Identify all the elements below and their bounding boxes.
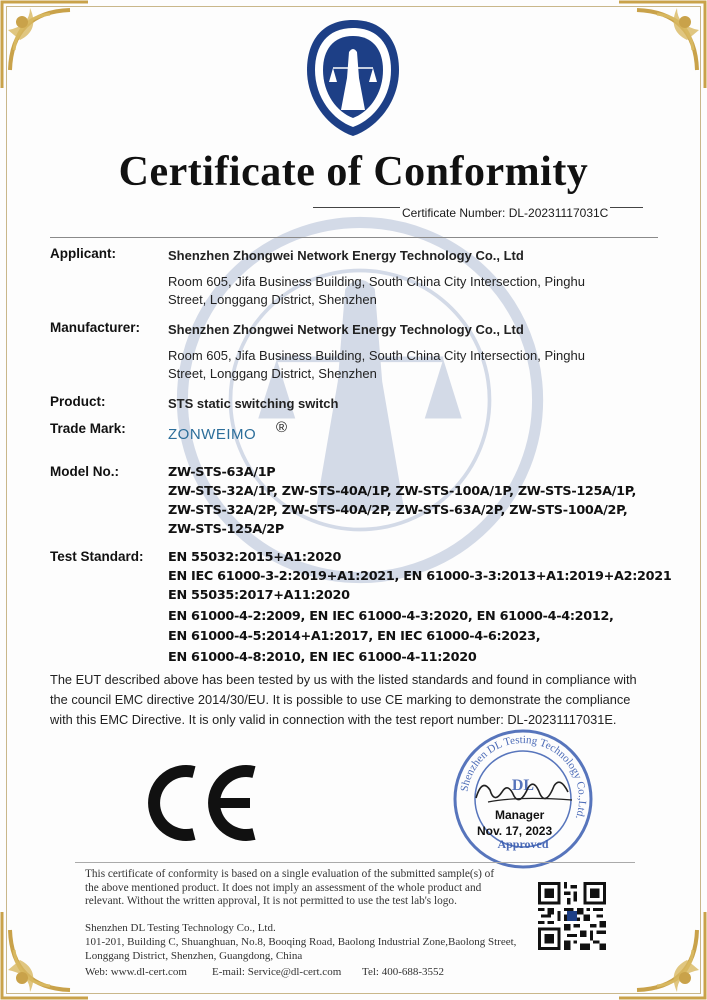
trade-mark-logo: ZONWEIMO [168, 426, 257, 443]
certificate-title: Certificate of Conformity [118, 149, 589, 195]
model-line: ZW-STS-32A/2P, ZW-STS-40A/2P, ZW-STS-63A/2P, ZW-STS-100A/2P, [168, 503, 628, 518]
lab-name: Shenzhen DL Testing Technology Co., Ltd. [85, 922, 276, 934]
corner-ornament [0, 0, 90, 90]
lab-phone: Tel: 400-688-3552 [362, 966, 445, 978]
disclaimer [85, 868, 525, 909]
product-name: STS static switching switch [168, 396, 339, 411]
deelay-logo [303, 18, 403, 138]
corner-ornament [617, 910, 707, 1000]
footer-divider [75, 862, 635, 863]
disclaimer-line: This certificate of conformity is based on a single evaluation of the submitted sample(s) of [85, 868, 495, 880]
issue-date: Nov. 17, 2023 [477, 824, 553, 838]
corner-ornament [0, 910, 90, 1000]
manufacturer-address-line: Room 605, Jifa Business Building, South China City Intersection, Pinghu [168, 348, 585, 363]
lab-address-line: Longgang District, Shenzhen, Guangdong, China [85, 950, 303, 962]
compliance-statement [50, 670, 662, 730]
svg-text:Shenzhen DL Testing Technology: Shenzhen DL Testing Technology Co.,Ltd. [458, 733, 589, 821]
corner-ornament [617, 0, 707, 90]
standard-line: EN 55032:2015+A1:2020 [168, 550, 342, 565]
model-line: ZW-STS-32A/1P, ZW-STS-40A/1P, ZW-STS-100A/1P, ZW-STS-125A/1P, [168, 484, 637, 499]
manufacturer-label: Manufacturer: [50, 320, 141, 335]
standard-line: EN 61000-4-8:2010, EN IEC 61000-4-11:2020 [168, 650, 477, 665]
divider [50, 237, 658, 238]
manager-label: Manager [495, 808, 545, 822]
lab-website: Web: www.dl-cert.com [85, 966, 187, 978]
disclaimer-line: relevant. Without the written approval, It is not permitted to use the test lab's logo. [85, 895, 457, 907]
test-standard-label: Test Standard: [50, 549, 144, 564]
ce-mark [146, 764, 262, 842]
svg-text:Approved: Approved [497, 837, 549, 851]
certificate-number: Certificate Number: DL-20231117031C [402, 206, 609, 220]
registered-mark: ® [276, 419, 288, 436]
model-label: Model No.: [50, 464, 119, 479]
statement-line: the council EMC directive 2014/30/EU. It is possible to use CE marking to demonstrate the compliance [50, 692, 631, 707]
manager-signature [468, 772, 580, 812]
model-line: ZW-STS-125A/2P [168, 522, 284, 537]
statement-line: with this EMC Directive. It is only valid in connection with the test report number: DL-20231117031E. [50, 712, 617, 727]
trade-mark-label: Trade Mark: [50, 421, 126, 436]
applicant-label: Applicant: [50, 246, 116, 261]
svg-text:DL: DL [511, 777, 535, 794]
applicant-address-line: Street, Longgang District, Shenzhen [168, 292, 377, 307]
standard-line: EN 61000-4-5:2014+A1:2017, EN IEC 61000-4-6:2023, [168, 629, 541, 644]
manufacturer-name: Shenzhen Zhongwei Network Energy Technology Co., Ltd [168, 322, 524, 337]
lab-email: E-mail: Service@dl-cert.com [212, 966, 342, 978]
standard-line: EN 55035:2017+A11:2020 [168, 588, 350, 603]
standard-line: EN IEC 61000-3-2:2019+A1:2021, EN 61000-3-3:2013+A1:2019+A2:2021 [168, 569, 672, 584]
applicant-name: Shenzhen Zhongwei Network Energy Technology Co., Ltd [168, 248, 524, 263]
model-line: ZW-STS-63A/1P [168, 465, 276, 480]
standard-line: EN 61000-4-2:2009, EN IEC 61000-4-3:2020, EN 61000-4-4:2012, [168, 609, 614, 624]
qr-code[interactable] [538, 882, 606, 950]
statement-line: The EUT described above has been tested by us with the listed standards and found in compliance with [50, 672, 637, 687]
lab-address-line: 101-201, Building C, Shuanghuan, No.8, Booqing Road, Baolong Industrial Zone,Baolong Street, [85, 936, 517, 948]
product-label: Product: [50, 394, 106, 409]
disclaimer-line: the above mentioned product. It does not imply an assessment of the whole product and [85, 881, 482, 894]
applicant-address-line: Room 605, Jifa Business Building, South China City Intersection, Pinghu [168, 274, 585, 289]
manufacturer-address-line: Street, Longgang District, Shenzhen [168, 366, 377, 381]
